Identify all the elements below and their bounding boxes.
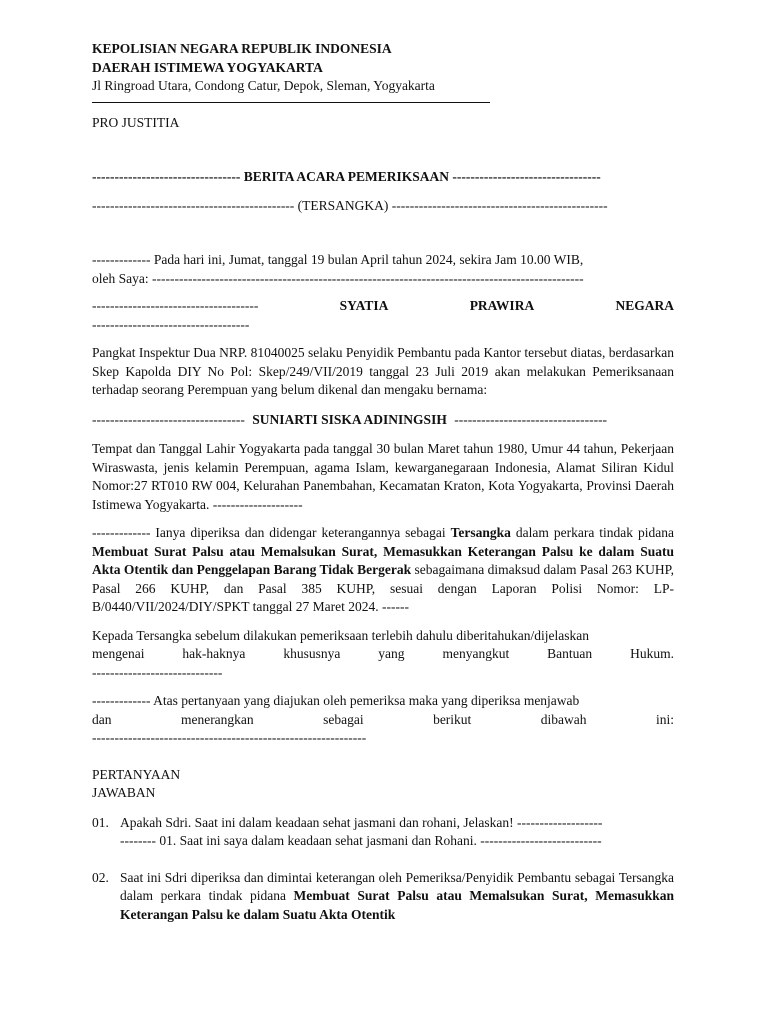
intro-line-1: ------------- Atas pertanyaan yang diajukan oleh pemeriksa maka yang diperiksa menjawab	[92, 693, 580, 708]
qa-question	[120, 869, 674, 925]
suspect-dashes-left: ----------------------------------	[92, 411, 245, 427]
opening-line-2: oleh Saya: ------------------------------------------------------------------------------------------------	[92, 270, 584, 286]
opening-line-1: ------------- Pada hari ini, Jumat, tanggal 19 bulan April tahun 2024, sekira Jam 10.00 WIB,	[92, 252, 584, 267]
qa-question-crime: Membuat Surat Palsu atau Memalsukan Surat, Memasukkan Keterangan Palsu ke dalam Suatu Akta Otentik	[120, 888, 674, 922]
intro-word: dibawah	[540, 711, 587, 727]
charge-crime: Membuat Surat Palsu atau Memalsukan Surat, Memasukkan Keterangan Palsu ke dalam Suatu Akta Otentik dan Penggelapan Barang Tidak Bergerak	[92, 543, 674, 577]
identity-paragraph: Tempat dan Tanggal Lahir Yogyakarta pada tanggal 30 bulan Maret tahun 1980, Umur 44 tahun, Pekerjaan Wiraswasta, jenis kelamin Perempuan, agama Islam, kewarganegaraan Indonesia, Alamat Siliran Kidul Nomor:27 RT010 RW 004, Kelurahan Panembahan, Kecamatan Kraton, Kota Yogyakarta, Provinsi Daerah Istimewa Yogyakarta. --------------------	[92, 441, 674, 512]
rights-word: Bantuan	[547, 646, 593, 661]
qa-item-02	[92, 869, 674, 925]
intro-word: dan	[92, 711, 112, 727]
document-title	[92, 168, 674, 187]
qa-number: 02.	[92, 869, 109, 885]
intro-line-3: -------------------------------------------------------------	[92, 730, 367, 745]
intro-word: ini:	[655, 711, 674, 727]
investigator-dashes-below: -----------------------------------	[92, 316, 250, 332]
rights-line-3: -----------------------------	[92, 664, 223, 680]
rank-paragraph: Pangkat Inspektur Dua NRP. 81040025 selaku Penyidik Pembantu pada Kantor tersebut diatas, berdasarkan Skep Kapolda DIY No Pol: Skep/249/VII/2019 tanggal 23 Juli 2019 akan melakukan Pemeriksanaan terhadap seorang Perempuan yang belum dikenal dan mengaku bernama:	[92, 345, 674, 397]
question-label: PERTANYAAN	[92, 766, 181, 782]
qa-content	[120, 814, 674, 851]
investigator-dashes: -------------------------------------	[92, 298, 259, 313]
intro-word: menerangkan	[180, 711, 254, 727]
rights-word: Hukum.	[630, 646, 674, 661]
investigator-name-block	[92, 297, 674, 334]
document-title-text: --------------------------------- BERITA ACARA PEMERIKSAAN ---------------------------------	[92, 169, 601, 184]
rights-word: khususnya	[283, 646, 341, 661]
region-name: DAERAH ISTIMEWA YOGYAKARTA	[92, 59, 323, 75]
institution-name: KEPOLISIAN NEGARA REPUBLIK INDONESIA	[92, 41, 392, 56]
answer-label: JAWABAN	[92, 785, 156, 800]
document-subtitle-text: --------------------------------------------- (TERSANGKA) ------------------------------------------------	[92, 197, 608, 213]
charge-role: Tersangka	[450, 525, 511, 540]
investigator-name-3: NEGARA	[615, 298, 674, 313]
qa-question-prefix: Saat ini Sdri diperiksa dan dimintai keterangan oleh Pemeriksa/Penyidik Pembantu sebagai Tersangka dalam perkara tindak pidana	[120, 869, 674, 903]
intro-line-2	[92, 711, 674, 730]
institution-address: Jl Ringroad Utara, Condong Catur, Depok, Sleman, Yogyakarta	[92, 78, 435, 93]
letterhead-rule	[92, 102, 490, 103]
rights-word: hak-haknya	[182, 646, 246, 661]
document-subtitle	[92, 197, 674, 216]
qa-answer: -------- 01. Saat ini saya dalam keadaan sehat jasmani dan Rohani. ---------------------------	[120, 833, 602, 848]
opening-statement	[92, 251, 674, 288]
document-page	[92, 40, 674, 924]
suspect-name-line	[92, 411, 674, 430]
investigator-name-2: PRAWIRA	[469, 298, 535, 313]
qa-labels	[92, 766, 674, 803]
rights-word: mengenai	[92, 646, 145, 661]
rights-line-1: Kepada Tersangka sebelum dilakukan pemeriksaan terlebih dahulu diberitahukan/dijelaskan	[92, 627, 590, 643]
investigator-name-1: SYATIA	[339, 298, 389, 313]
investigator-name-line	[92, 297, 674, 316]
letterhead	[92, 40, 674, 103]
rights-word: menyangkut	[442, 646, 510, 661]
pro-justitia: PRO JUSTITIA	[92, 114, 180, 130]
charge-paragraph	[92, 524, 674, 617]
charge-suffix: sebagaimana dimaksud dalam Pasal 263 KUHP, Pasal 266 KUHP, dan Pasal 385 KUHP, sesuai dengan Laporan Polisi Nomor: LP-B/0440/VII/2024/DIY/SPKT tanggal 27 Maret 2024. ------	[92, 562, 675, 614]
charge-mid: dalam perkara tindak pidana	[510, 525, 674, 540]
intro-word: sebagai	[323, 711, 364, 727]
qa-number: 01.	[92, 814, 109, 830]
qa-item-01	[92, 814, 674, 851]
suspect-name: SUNIARTI SISKA ADININGSIH	[252, 411, 447, 427]
rights-word: yang	[378, 646, 405, 661]
charge-prefix: ------------- Ianya diperiksa dan didengar keterangannya sebagai	[92, 525, 451, 540]
suspect-dashes-right: ----------------------------------	[454, 411, 608, 427]
intro-word: berikut	[433, 711, 472, 727]
rights-line-2	[92, 645, 674, 664]
rights-paragraph	[92, 627, 674, 683]
qa-question: Apakah Sdri. Saat ini dalam keadaan sehat jasmani dan rohani, Jelaskan! -------------------	[120, 814, 603, 830]
questions-intro	[92, 692, 674, 748]
